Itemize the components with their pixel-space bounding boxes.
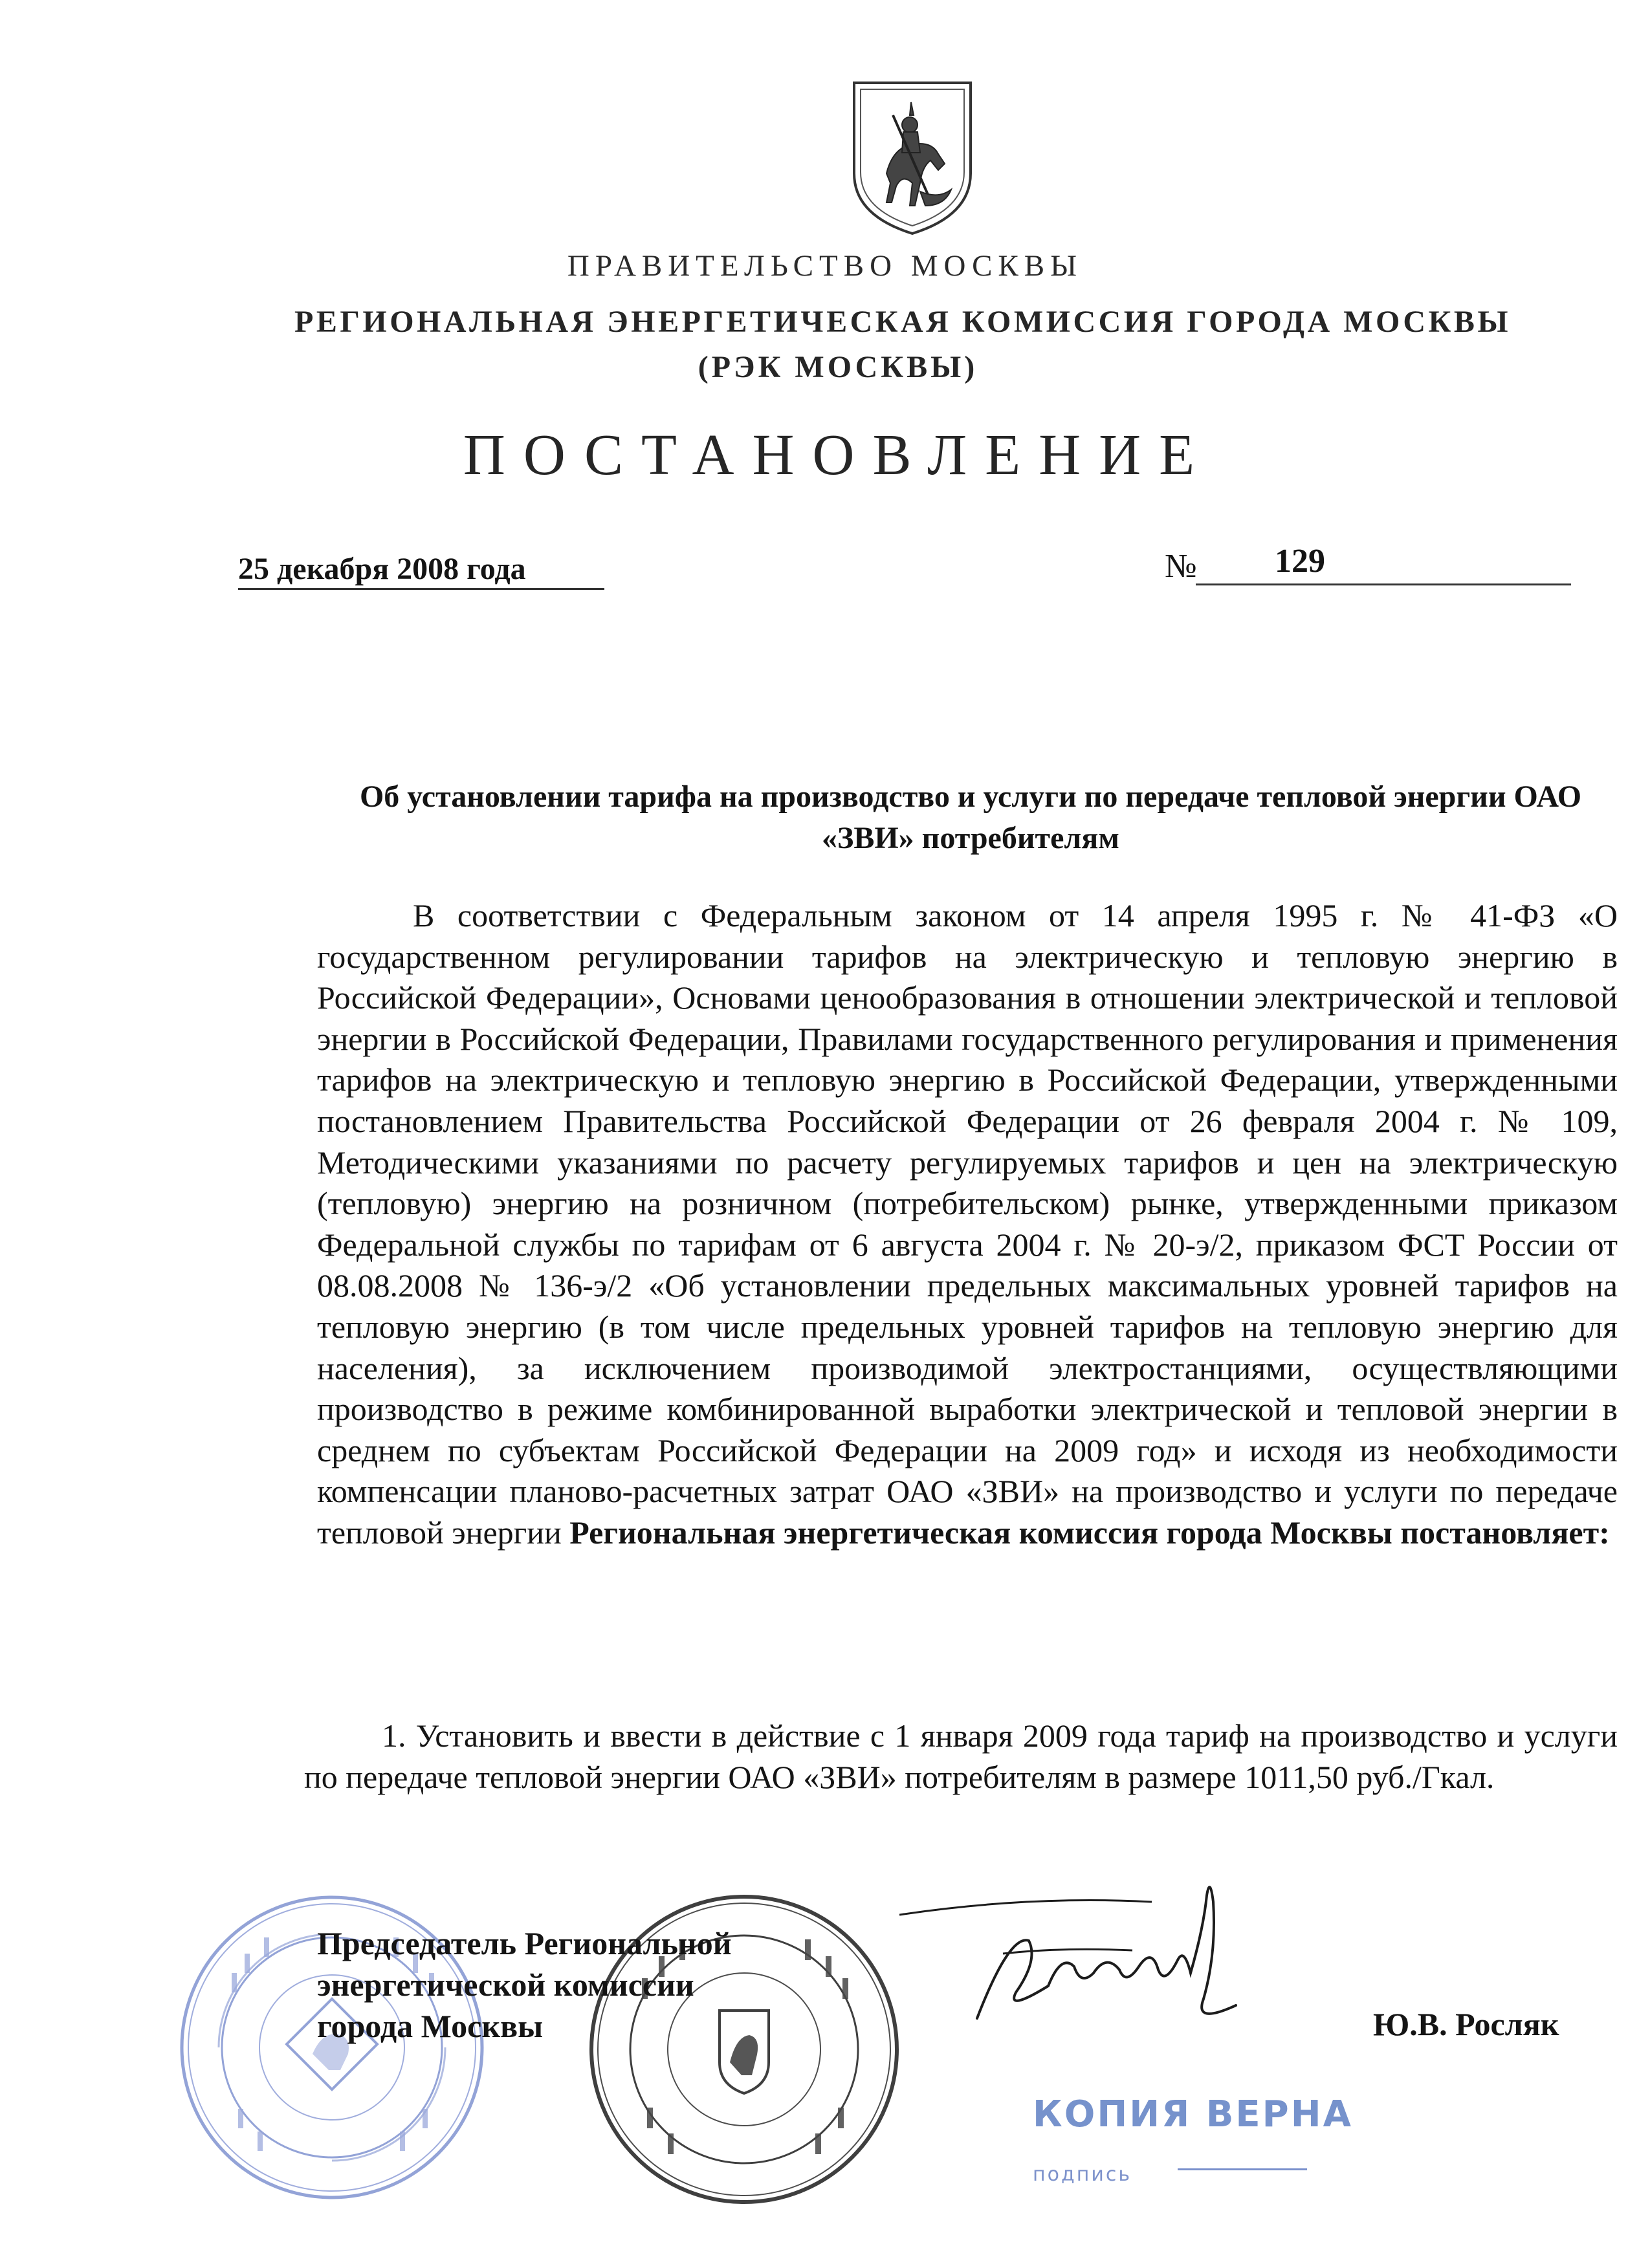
handwritten-signature-icon <box>899 1857 1301 2070</box>
commission-short-heading: (РЭК МОСКВЫ) <box>698 350 978 384</box>
signer-name: Ю.В. Росляк <box>1373 2006 1559 2042</box>
number-label: № <box>1165 548 1197 585</box>
document-subject: Об установлении тарифа на производство и услуги по передаче тепловой энергии ОАО «ЗВИ» потребителям <box>359 780 1582 855</box>
resolution-item-1: 1. Установить и ввести в действие с 1 января 2009 года тариф на производство и услуги по передаче тепловой энергии ОАО «ЗВИ» потребителям в размере 1011,50 руб./Гкал. <box>304 1717 1618 1795</box>
copy-signature-line <box>1178 2168 1307 2170</box>
document-number: 129 <box>1275 543 1325 580</box>
body-paragraph-resolution: Региональная энергетическая комиссия города Москвы постановляет: <box>569 1514 1610 1551</box>
copy-certified-stamp: КОПИЯ ВЕРНА <box>1033 2093 1353 2135</box>
signatory-position: Председатель Региональной энергетической комиссии города Москвы <box>317 1925 732 2044</box>
document-date: 25 декабря 2008 года <box>238 551 604 590</box>
copy-signature-label: подпись <box>1033 2163 1132 2186</box>
government-heading: ПРАВИТЕЛЬСТВО МОСКВЫ <box>567 249 1083 283</box>
number-underline <box>1196 583 1571 585</box>
commission-heading: РЕГИОНАЛЬНАЯ ЭНЕРГЕТИЧЕСКАЯ КОМИССИЯ ГОРОДА МОСКВЫ <box>294 305 1511 339</box>
body-paragraph <box>317 895 1618 1554</box>
document-type-title: ПОСТАНОВЛЕНИЕ <box>463 423 1213 487</box>
body-paragraph-text: В соответствии с Федеральным законом от 14 апреля 1995 г. № 41-ФЗ «О государственном регулировании тарифов на электрическую и тепловую энергию в Российской Федерации», Основами ценообразования в отношении электрической и тепловой энергии в Российской Федерации, Правилами государственного регулирования и применения тарифов на электрическую и тепловую энергию в Российской Федерации, утвержденными постановлением Правительства Российской Федерации от 26 февраля 2004 г. № 109, Методическими указаниями по расчету регулируемых тарифов и цен на электрическую (тепловую) энергию на розничном (потребительском) рынке, утвержденными приказом Федеральной службы по тарифам от 6 августа 2004 г. № 20-э/2, приказом ФСТ России от 08.08.2008 № 136-э/2 «Об установлении предельных максимальных уровней тарифов на тепловую энергию (в том числе предельных уровней тарифов на тепловую энергию для населения), за исключением производимой электростанциями, осуществляющими производство в режиме комбинированной выработки электрической и тепловой энергии в среднем по субъектам Российской Федерации на 2009 год» и исходя из необходимости компенсации планово-расчетных затрат ОАО «ЗВИ» на производство и услуги по передаче тепловой энергии <box>317 897 1618 1551</box>
moscow-coat-of-arms-icon <box>848 76 977 238</box>
